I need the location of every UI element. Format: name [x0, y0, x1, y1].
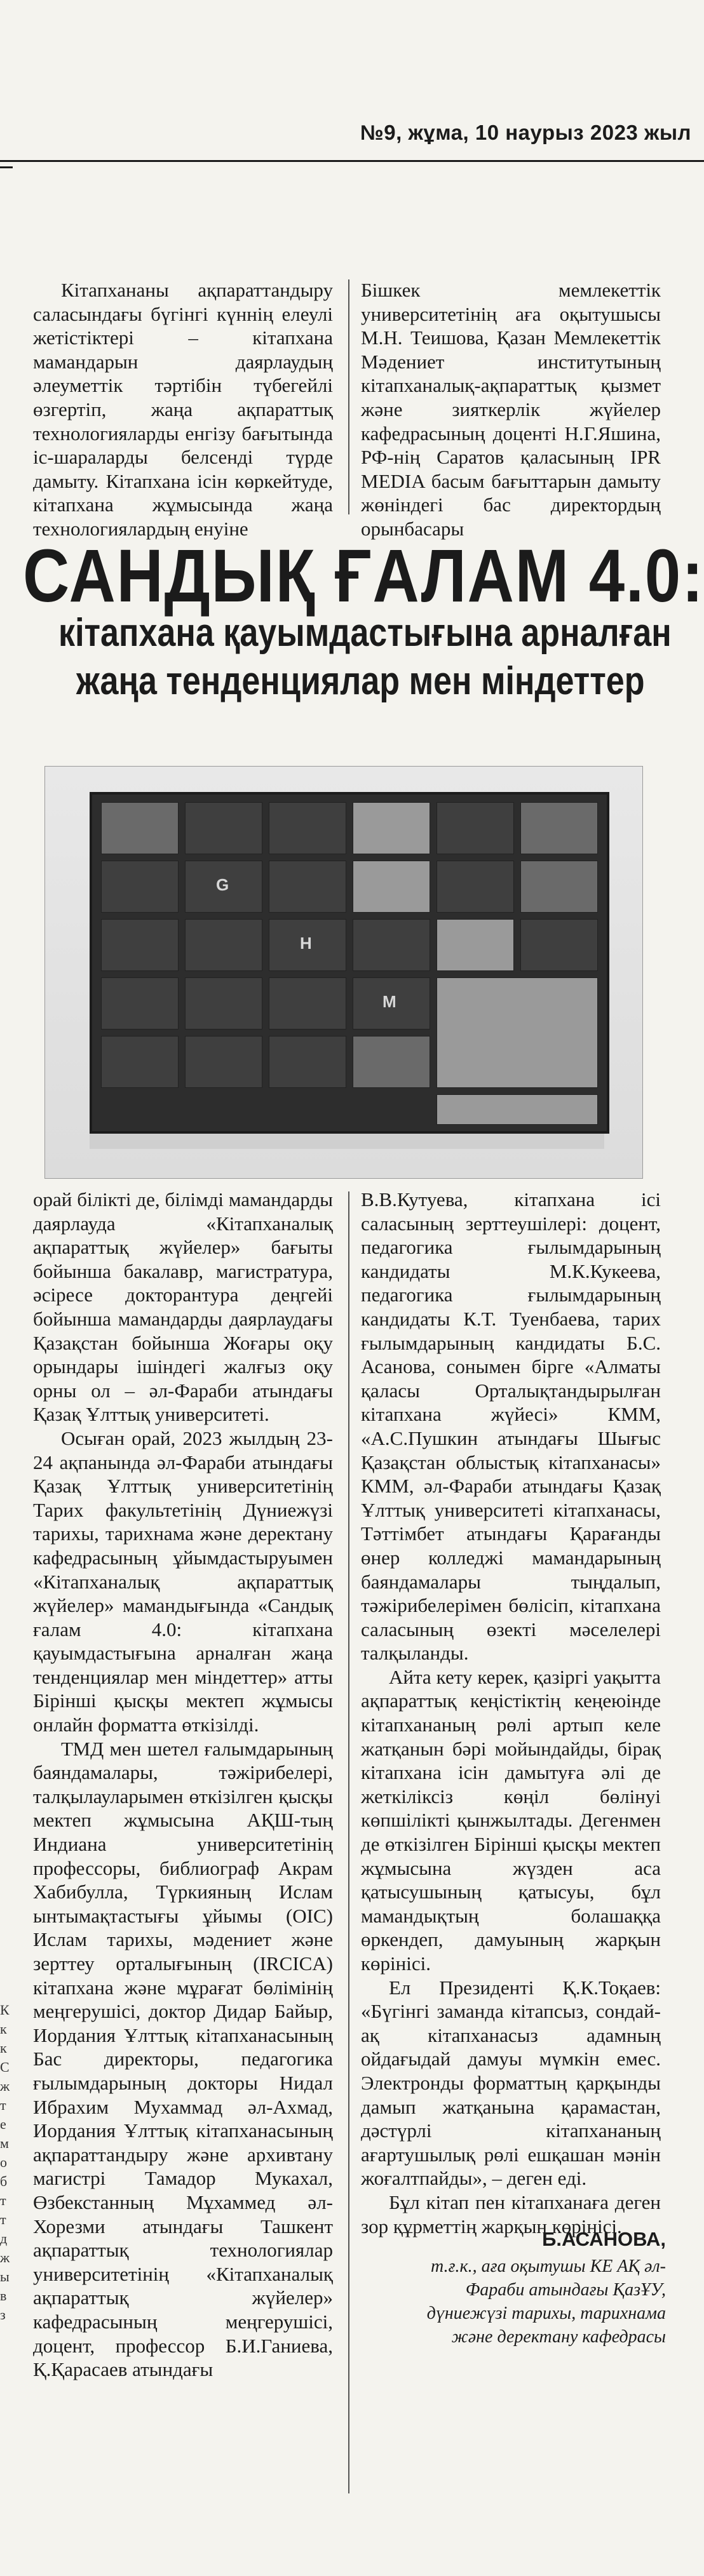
- body-left-paragraph: орай білікті де, білімді мамандарды даярлауда «Кітапханалық ақпараттық жүйелер» бағыты бойынша бакалавр, магистратура, әсіресе докторантура деңгейі бойынша мамандарды даярлаудағы Қазақстан бойынша Жоғары оқу орындары ішіндегі жалғыз оқу орны ол – әл-Фараби атындағы Қазақ Ұлттық университеті.: [33, 1188, 333, 1426]
- video-tile: [101, 861, 179, 913]
- video-tile: [185, 802, 262, 854]
- issue-date: №9, жұма, 10 наурыз 2023 жыл: [360, 121, 691, 144]
- header-rule: [0, 160, 704, 162]
- video-tile: [437, 861, 514, 913]
- video-tile: [269, 1036, 346, 1088]
- video-tile: [101, 1036, 179, 1088]
- video-tile: [353, 861, 430, 913]
- intro-left-text: Кітапхананы ақпараттандыру саласындағы бүгінгі күннің елеулі жетістіктері – кітапхана мамандарын даярлаудың әлеуметтік тәртібін түбегейлі өзгертіп, жаңа ақпараттық технологияларды енгізу бағытында іс-шараларды белсенді түрде дамыту. Кітапхана ісін көркейтуде, кітапхана жұмысында жаңа технологиялардың енуіне: [33, 279, 333, 540]
- tile-initial: G: [216, 875, 229, 894]
- video-tile: [353, 802, 430, 854]
- article-subtitle-line2: жаңа тенденциялар мен міндеттер: [76, 659, 645, 703]
- video-tile: [101, 919, 179, 971]
- video-tile: [269, 919, 346, 971]
- video-tile: [353, 977, 430, 1030]
- article-photo: [44, 766, 643, 1179]
- intro-left-column: [33, 278, 333, 541]
- article-title: САНДЫҚ ҒАЛАМ 4.0:: [23, 534, 704, 618]
- body-right-paragraph: Бұл кітап пен кітапханаға деген зор құрметтің жарқын көрінісі.: [361, 2190, 661, 2237]
- video-tile: [520, 919, 598, 971]
- intro-column-divider: [348, 279, 349, 514]
- video-tile: [185, 861, 262, 913]
- body-left-paragraph: Осыған орай, 2023 жылдың 23-24 ақпанында әл-Фараби атындағы Қазақ Ұлттық университетінің Тарих факультетінің Дүниежүзі тарихы, тарихнама және деректану кафедрасының ұйымдастыруымен «Кітапханалық ақпараттық жүйелер» мамандығында «Сандық ғалам 4.0: кітапхана қауымдастығына арналған жаңа тенденциялар мен міндеттер» атты Бірінші қысқы мектеп жұмысы онлайн форматта өткізілді.: [33, 1426, 333, 1736]
- body-right-paragraph: В.В.Кутуева, кітапхана ісі саласының зерттеушілері: доцент, педагогика ғылымдарының кандидаты М.К.Кукеева, педагогика ғылымдарының кандидаты К.Т. Туенбаева, тарих ғылымдарының кандидаты Б.С. Асанова, сонымен бірге «Алматы қаласы Орталықтандырылған кітапхана жүйесі» КММ, «А.С.Пушкин атындағы Шығыс Қазақстан облыстық кітапханасы» КММ, әл-Фараби атындағы Қазақ Ұлттық университеті кітапханасы, Тәттімбет атындағы Қарағанды өнер колледжі мамандарының баяндамалары тыңдалып, тәжірибелерімен бөлісіп, кітапхана саласының өзекті мәселелері талқыланды.: [361, 1188, 661, 1665]
- body-right-paragraph: Ел Президенті Қ.К.Тоқаев: «Бүгінгі заманда кітапсыз, сондай-ақ кітапханасыз адамның ойдағыдай дамуы мүмкін емес. Электронды форматтың қарқынды дамып жатқанына қарамастан, дәстүрлі кітапхананың ағартушылық рөлі ешқашан мәнін жоғалтпайды», – деген еді.: [361, 1976, 661, 2190]
- tile-initial: H: [300, 934, 312, 953]
- video-tile: [353, 1036, 430, 1088]
- body-left-paragraph: ТМД мен шетел ғалымдарының баяндамалары, тәжірибелері, талқылауларымен өткізілген қысқы мектеп жұмысына АҚШ-тың Индиана университетінің профессоры, библиограф Акрам Хабибулла, Түркияның Ислам ынтымақтастығы ұйымы (OIC) Ислам тарихы, мәдениет және зерттеу орталығының (IRCICA) кітапхана және мұрағат бөлімінің меңгерушісі, доктор Дидар Байыр, Иордания Ұлттық кітапханасының Бас директоры, педагогика ғылымдарының докторы Нидал Ибрахим Мухаммад әл-Ахмад, Иордания Ұлттық кітапханасының ақпараттандыру және архивтану магистрі Тамадор Мукахал, Өзбекстанның Мұхаммед әл-Хорезми атындағы Ташкент ақпараттық технологиялар университетінің «Кітапханалық ақпараттық жүйелер» кафедрасының меңгерушісі, доцент, профессор Б.И.Ганиева, Қ.Қарасаев атындағы: [33, 1737, 333, 2381]
- neighbor-page-fragment: К к к С ж т е м о б т т д ж ы в з: [0, 2002, 10, 2323]
- video-tile: [437, 977, 598, 1088]
- video-tile: [520, 802, 598, 854]
- margin-tick: [0, 166, 13, 168]
- video-tile: [269, 802, 346, 854]
- monitor-screen: [90, 792, 609, 1134]
- video-tile: [185, 1036, 262, 1088]
- intro-right-text: Бішкек мемлекеттік университетінің аға оқытушысы М.Н. Теишова, Қазан Мемлекеттік Мәдениет институтының кітапханалық-ақпараттық қызмет және зияткерлік жүйелер кафедрасының доценті Н.Г.Яшина, РФ-нің Саратов қаласының IPR MEDIA басым бағыттарын дамыту жөніндегі бас директордың орынбасары: [361, 279, 661, 540]
- video-tile: [185, 977, 262, 1030]
- video-tile: [437, 1094, 598, 1125]
- body-right-paragraph: Айта кету керек, қазіргі уақытта ақпараттық кеңістіктің кеңеюінде кітапхананың рөлі артып келе жатқанын бәрі мойындайды, бірақ кітапхана ісін дамытуға әлі де жеткіліксіз көңіл бөлінуі көпшілікті қынжылтады. Дегенмен де өткізілген Бірінші қысқы мектеп жұмысына жүзден аса қатысушының қатысуы, бұл мамандықтың болашаққа өркендеп, дамуының жарқын көрінісі.: [361, 1665, 661, 1975]
- video-tile: [101, 802, 179, 854]
- video-tile: [269, 861, 346, 913]
- body-column-divider: [348, 1191, 349, 2493]
- author-name: Б.АСАНОВА,: [542, 2228, 666, 2250]
- tile-initial: M: [382, 992, 396, 1011]
- intro-right-column: [361, 278, 661, 541]
- monitor-bezel: [90, 1134, 604, 1149]
- video-tile: [185, 919, 262, 971]
- article-subtitle-line1: кітапхана қауымдастығына арналған: [58, 611, 672, 655]
- video-tile: [101, 977, 179, 1030]
- author-affiliation: т.ғ.к., аға оқытушы КЕ АҚ әл-Фараби атындағы ҚазҰУ, дүниежүзі тарихы, тарихнама және деректану кафедрасы: [426, 2257, 666, 2347]
- video-tile: [520, 861, 598, 913]
- body-left-column: [33, 1188, 333, 2382]
- video-tile: [437, 919, 514, 971]
- video-tile: [269, 977, 346, 1030]
- video-tile: [437, 802, 514, 854]
- video-tile: [353, 919, 430, 971]
- body-right-column: [361, 1188, 661, 2238]
